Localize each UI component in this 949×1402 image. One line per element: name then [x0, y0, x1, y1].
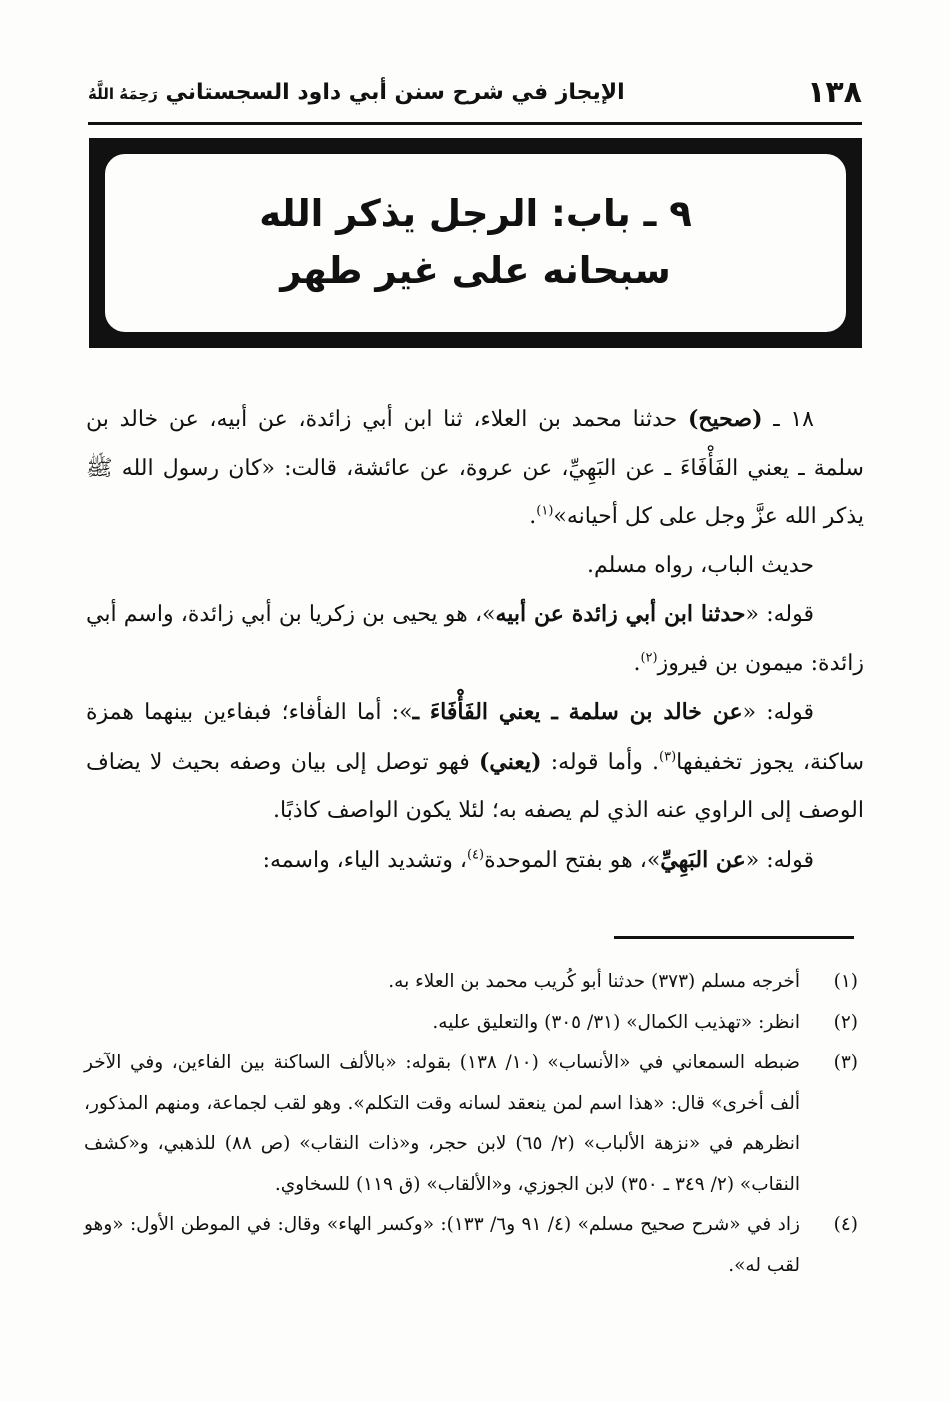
footnote-number: (٤): [833, 1214, 858, 1235]
footnote-text: انظر: «تهذيب الكمال» (٣١/ ٣٠٥) والتعليق عليه.: [432, 1011, 800, 1033]
punctuation: .: [633, 650, 641, 676]
chapter-title-frame: [89, 138, 862, 348]
commentary-text: »، هو بفتح الموحدة: [484, 847, 661, 873]
quoted-phrase: (يعني): [478, 748, 542, 775]
honorific: رَحِمَهُ اللَّهُ: [88, 84, 158, 103]
footnote: [84, 1043, 858, 1205]
footnote-separator: [614, 936, 854, 939]
commentary-text: ، وتشديد الياء، واسمه:: [262, 847, 467, 873]
footnote-number: (١): [833, 971, 858, 992]
commentary-text: . وأما قوله:: [550, 749, 660, 775]
commentary-paragraph: [86, 688, 864, 836]
footnote-ref[interactable]: (٢): [640, 650, 658, 666]
footnote-number: (٣): [833, 1052, 858, 1073]
punctuation: .: [529, 504, 537, 529]
quote-lead: قوله: «: [742, 700, 814, 725]
footnotes: [84, 962, 858, 1286]
running-title-text: الإيجاز في شرح سنن أبي داود السجستاني: [165, 79, 625, 105]
footnote-text: أخرجه مسلم (٣٧٣) حدثنا أبو كُريب محمد بن العلاء به.: [388, 971, 800, 992]
hadith-grade: (صحيح): [687, 406, 763, 432]
footnote-ref[interactable]: (٣): [659, 749, 677, 765]
commentary-text: »، هو يحيى بن زكريا بن أبي زائدة، واسم أبي زائدة: ميمون بن فيروز: [86, 602, 864, 676]
quoted-phrase: عن خالد بن سلمة ـ يعني الفَأْفَاءَ ـ: [412, 699, 743, 725]
footnote: [84, 1003, 858, 1044]
page-number: ١٣٨: [807, 74, 862, 110]
page-header: [88, 72, 862, 112]
commentary-paragraph: [86, 590, 864, 688]
footnote-ref[interactable]: (١): [536, 503, 554, 519]
hadith-text: حدثنا محمد بن العلاء، ثنا ابن أبي زائدة، عن أبيه، عن خالد بن سلمة ـ يعني الفَأْفَاءَ ـ عن البَهِيِّ، عن عروة، عن عائشة، قالت: «كان رسول الله ﷺ يذكر الله عزَّ وجل على كل أحيانه»: [86, 407, 864, 529]
quote-lead: قوله: «: [745, 847, 814, 873]
quote-lead: قوله: «: [745, 602, 814, 627]
chapter-title-line-1: ٩ ـ باب: الرجل يذكر الله: [259, 192, 692, 236]
footnote-text: زاد في «شرح صحيح مسلم» (٤/ ٩١ و٦/ ١٣٣): «وكسر الهاء» وقال: في الموطن الأول: «وهو لقب له».: [84, 1214, 800, 1276]
quoted-phrase: حدثنا ابن أبي زائدة عن أبيه: [495, 601, 746, 627]
commentary-text: »: أما الفأفاء؛ فبفاءين بينهما همزة ساكنة، يجوز تخفيفها: [86, 700, 865, 775]
header-rule: [88, 122, 862, 125]
footnote-text: ضبطه السمعاني في «الأنساب» (١٠/ ١٣٨) بقوله: «بالألف الساكنة بين الفاءين، وفي الآخر ألف أخرى» قال: «هذا اسم لمن ينعقد لسانه وقت التكلم». وهو لقب لجماعة، ومنهم المذكور، انظرهم في «نزهة الألباب» (٢/ ٦٥) لابن حجر، و«ذات النقاب» (ص ٨٨) للذهبي، و«كشف النقاب» (٢/ ٣٤٩ ـ ٣٥٠) لابن الجوزي، و«الألقاب» (ق ١١٩) للسخاوي.: [84, 1052, 801, 1195]
footnote-ref[interactable]: (٤): [466, 847, 485, 863]
footnote: [84, 962, 858, 1003]
chapter-title-box: [103, 152, 848, 334]
commentary-paragraph: [86, 836, 864, 886]
hadith-paragraph: [86, 395, 864, 542]
footnote-number: (٢): [833, 1011, 858, 1033]
footnote: [84, 1205, 858, 1286]
running-title: [88, 80, 625, 105]
chapter-title-line-2: سبحانه على غير طهر: [280, 249, 671, 292]
quoted-phrase: عن البَهِيِّ: [660, 846, 746, 873]
commentary-paragraph: حديث الباب، رواه مسلم.: [586, 552, 814, 578]
main-text: [86, 395, 864, 885]
hadith-number: ١٨ ـ: [773, 407, 814, 432]
commentary-text: فهو توصل إلى بيان وصفه بحيث لا يضاف الوصف إلى الراوي عنه الذي لم يصفه به؛ لئلا يكون الواصف كاذبًا.: [86, 749, 864, 823]
